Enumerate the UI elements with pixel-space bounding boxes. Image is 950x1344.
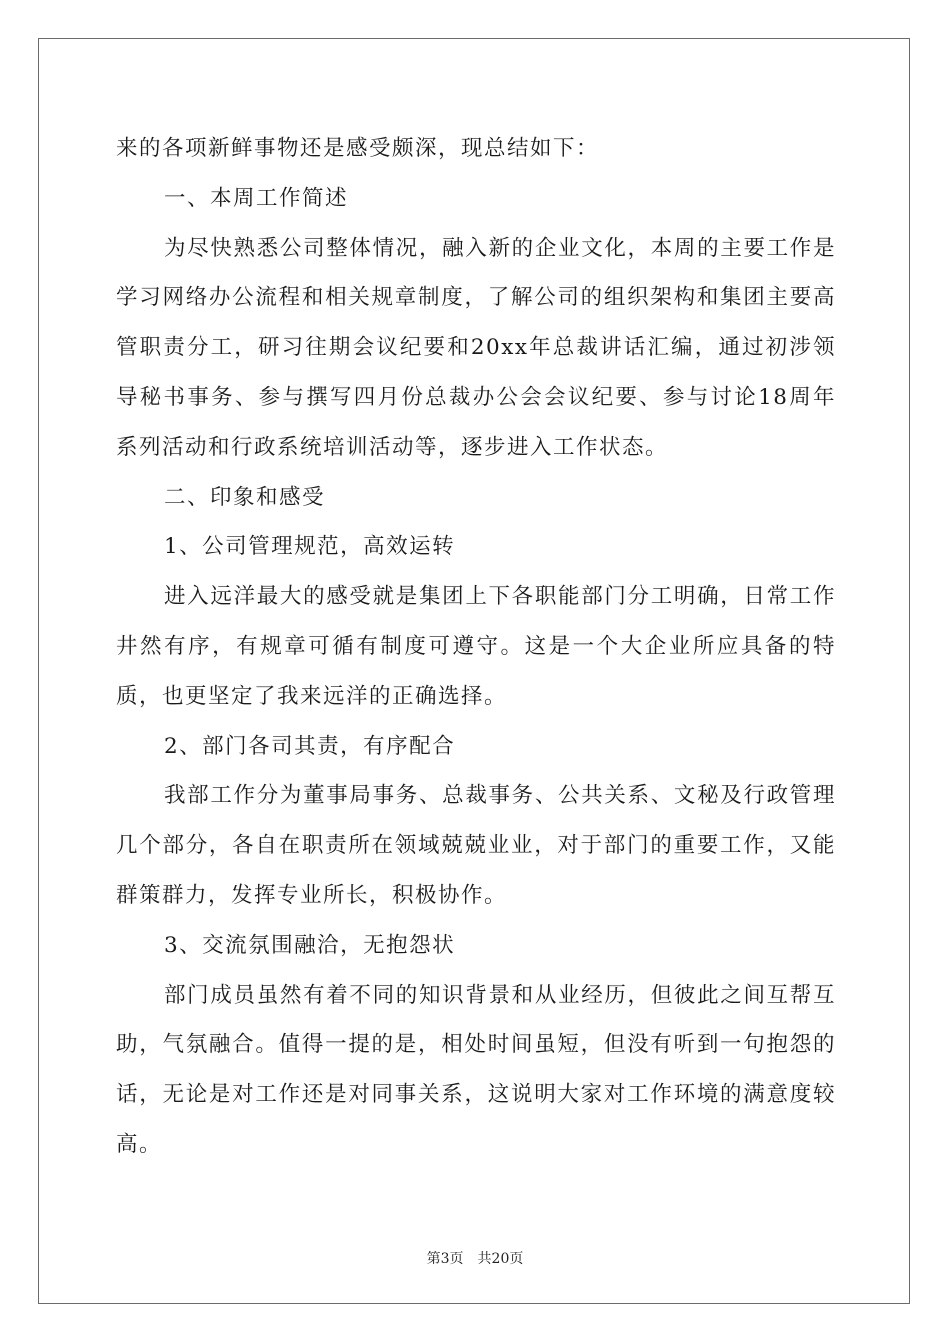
subsection-heading: 1、公司管理规范，高效运转 <box>164 534 456 560</box>
subsection-heading: 3、交流氛围融洽，无抱怨状 <box>164 932 456 958</box>
section-heading: 二、印象和感受 <box>164 484 326 510</box>
paragraph: 进入远洋最大的感受就是集团上下各职能部门分工明确，日常工作井然有序，有规章可循有制度可遵守。这是一个大企业所应具备的特质，也更坚定了我来远洋的正确选择。 <box>116 584 836 709</box>
subsection-heading: 2、部门各司其责，有序配合 <box>164 733 456 759</box>
page-footer <box>0 1248 950 1268</box>
paragraph: 部门成员虽然有着不同的知识背景和从业经历，但彼此之间互帮互助，气氛融合。值得一提的是，相处时间虽短，但没有听到一句抱怨的话，无论是对工作还是对同事关系，这说明大家对工作环境的满意度较高。 <box>116 982 836 1157</box>
page-number: 第3页 <box>426 1251 464 1267</box>
paragraph: 来的各项新鲜事物还是感受颇深，现总结如下： <box>116 136 600 161</box>
document-body <box>116 124 836 1170</box>
paragraph: 为尽快熟悉公司整体情况，融入新的企业文化，本周的主要工作是学习网络办公流程和相关规章制度，了解公司的组织架构和集团主要高管职责分工，研习往期会议纪要和20xx年总裁讲话汇编，通过初涉领导秘书事务、参与撰写四月份总裁办公会会议纪要、参与讨论18周年系列活动和行政系统培训活动等，逐步进入工作状态。 <box>116 235 836 460</box>
paragraph: 我部工作分为董事局事务、总裁事务、公共关系、文秘及行政管理几个部分，各自在职责所在领域兢兢业业，对于部门的重要工作，又能群策群力，发挥专业所长，积极协作。 <box>116 783 836 908</box>
section-heading: 一、本周工作简述 <box>164 185 349 211</box>
page-total: 共20页 <box>477 1251 524 1267</box>
